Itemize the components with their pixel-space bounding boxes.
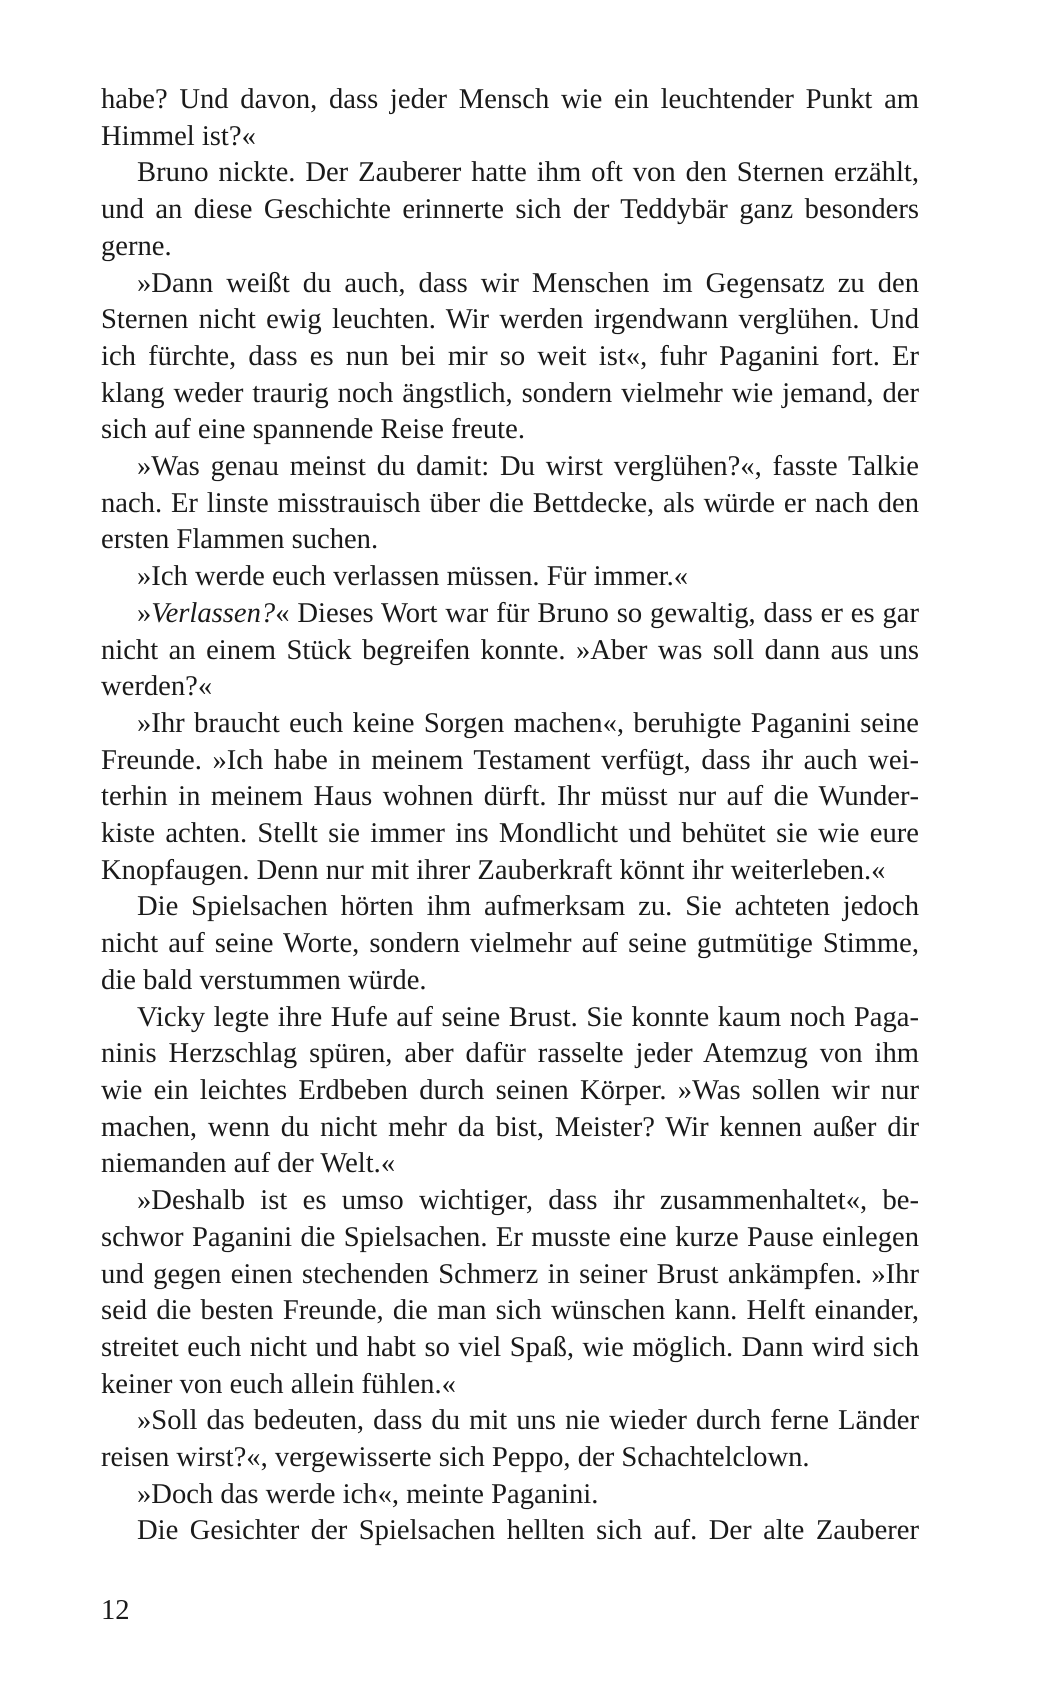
page-number: 12 <box>101 1595 130 1626</box>
paragraph-7: »Ihr braucht euch keine Sorgen machen«, beruhigte Paganini seine Freunde. »Ich habe in meinem Testament verfügt, dass ihr auch weiterhin in meinem Haus wohnen dürft. Ihr müsst nur auf die Wunderkiste achten. Stellt sie immer ins Mondlicht und behütet sie wie eure Knopfaugen. Denn nur mit ihrer Zauberkraft könnt ihr weiterleben.« <box>101 707 919 886</box>
paragraph-4: »Was genau meinst du damit: Du wirst verglühen?«, fasste Talkie nach. Er linste misstrauisch über die Bettdecke, als würde er nach den ersten Flammen suchen. <box>101 451 919 556</box>
paragraph-11: »Soll das bedeuten, dass du mit uns nie wieder durch ferne Länder reisen wirst?«, vergewisserte sich Peppo, der Schachtelclown. <box>101 1405 919 1474</box>
paragraph-9: Vicky legte ihre Hufe auf seine Brust. Sie konnte kaum noch Paganinis Herzschlag spüren, aber dafür rasselte jeder Atemzug von ihm wie ein leichtes Erdbeben durch seinen Körper. »Was sollen wir nur machen, wenn du nicht mehr da bist, Meister? Wir kennen außer dir niemanden auf der Welt.« <box>101 1001 919 1180</box>
paragraph-5: »Ich werde euch verlassen müssen. Für immer.« <box>137 561 689 593</box>
paragraph-6-lead: » <box>137 597 152 629</box>
paragraph-6 <box>101 596 919 706</box>
paragraph-6-emphasis: Verlassen? <box>151 597 276 629</box>
page-body <box>101 82 919 1550</box>
paragraph-1: habe? Und davon, dass jeder Mensch wie ein leuchtender Punkt am Himmel ist?« <box>101 84 919 152</box>
paragraph-12: »Doch das werde ich«, meinte Paganini. <box>137 1478 599 1510</box>
paragraph-13: Die Gesichter der Spielsachen hellten sich auf. Der alte Zauberer <box>137 1515 919 1547</box>
paragraph-2: Bruno nickte. Der Zauberer hatte ihm oft von den Sternen erzählt, und an diese Geschichte erinnerte sich der Teddybär ganz besonders gerne. <box>101 157 919 262</box>
paragraph-8: Die Spielsachen hörten ihm aufmerksam zu. Sie achteten jedoch nicht auf seine Worte, sondern vielmehr auf seine gutmütige Stimme, die bald verstummen würde. <box>101 891 919 996</box>
paragraph-6-rest: « Dieses Wort war für Bruno so gewaltig, dass er es gar nicht an einem Stück begreifen konnte. »Aber was soll dann aus uns werden?« <box>101 597 919 703</box>
paragraph-10: »Deshalb ist es umso wichtiger, dass ihr zusammenhaltet«, beschwor Paganini die Spielsachen. Er musste eine kurze Pause einlegen und gegen einen stechenden Schmerz in seiner Brust ankämpfen. »Ihr seid die besten Freunde, die man sich wünschen kann. Helft einander, streitet euch nicht und habt so viel Spaß, wie möglich. Dann wird sich keiner von euch allein fühlen.« <box>101 1185 919 1400</box>
paragraph-3: »Dann weißt du auch, dass wir Menschen im Gegensatz zu den Sternen nicht ewig leuchten. Wir werden irgendwann verglühen. Und ich fürchte, dass es nun bei mir so weit ist«, fuhr Paganini fort. Er klang weder traurig noch ängstlich, sondern vielmehr wie jemand, der sich auf eine spannende Reise freute. <box>101 267 919 446</box>
